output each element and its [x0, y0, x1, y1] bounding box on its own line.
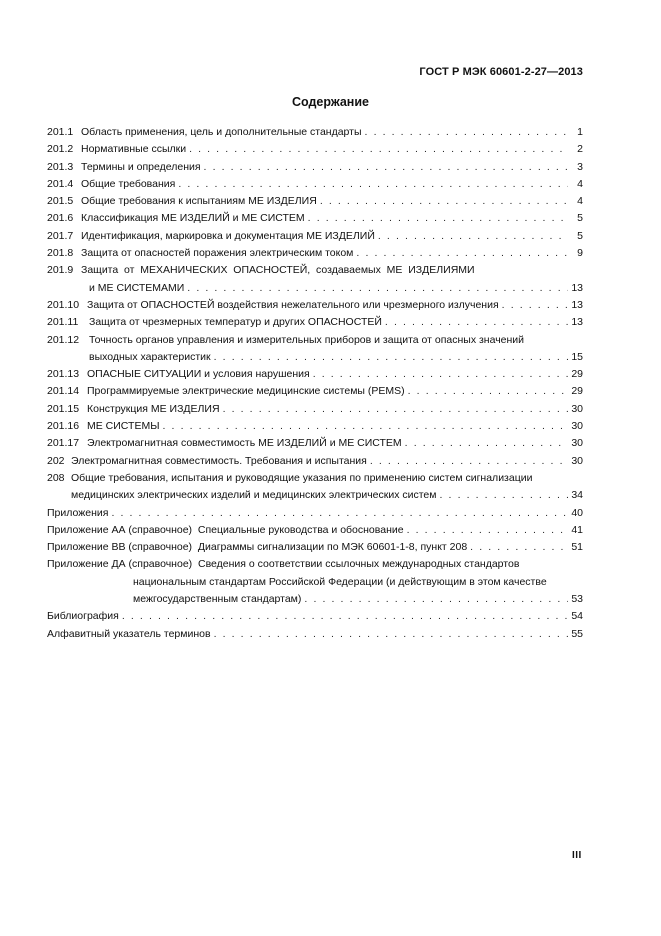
toc-entry	[47, 522, 583, 539]
leader-dots	[502, 297, 568, 314]
toc-entry-title-continued: межгосударственным стандартам)	[133, 593, 302, 606]
toc-entry-page: 53	[571, 593, 583, 606]
toc-entry-title: Идентификация, маркировка и документация МЕ ИЗДЕЛИЙ	[81, 229, 375, 242]
toc-entry-title: Классификация МЕ ИЗДЕЛИЙ и МЕ СИСТЕМ	[81, 212, 305, 225]
toc-entry-number: 201.5	[47, 195, 74, 208]
toc-entry-title: Электромагнитная совместимость МЕ ИЗДЕЛИЙ и МЕ СИСТЕМ	[87, 437, 402, 450]
toc-entry-page: 5	[577, 229, 583, 242]
toc-entry	[47, 418, 583, 435]
leader-dots	[308, 210, 568, 227]
toc-entry-page: 41	[571, 523, 583, 536]
toc-entry-number: 208	[47, 471, 65, 484]
toc-entry	[47, 435, 583, 452]
toc-entry-page: 30	[571, 402, 583, 415]
toc-entry-number: 201.1	[47, 126, 74, 138]
toc-entry-page: 4	[577, 195, 583, 208]
toc-entry-number: 201.9	[47, 264, 74, 277]
toc-entry-title: Приложение АА (справочное) Специальные руководства и обоснование	[47, 523, 404, 536]
toc-entry	[47, 608, 583, 625]
leader-dots	[408, 383, 568, 400]
page-title: Содержание	[291, 95, 369, 109]
leader-dots	[178, 176, 568, 193]
toc-entry-title-continued: и МЕ СИСТЕМАМИ	[89, 281, 185, 294]
toc-entry	[47, 193, 583, 210]
toc-entry-title-continued: медицинских электрических изделий и медицинских электрических систем	[71, 489, 437, 502]
leader-dots	[440, 487, 569, 504]
toc-entry-title: Термины и определения	[81, 160, 201, 173]
toc-entry	[47, 245, 583, 262]
toc-entry-title: Защита от МЕХАНИЧЕСКИХ ОПАСНОСТЕЙ, создаваемых МЕ ИЗДЕЛИЯМИ	[81, 264, 475, 277]
toc-entry	[47, 539, 583, 556]
toc-entry-page: 9	[577, 247, 583, 260]
leader-dots	[214, 349, 568, 366]
toc-entry-title: Область применения, цель и дополнительные стандарты	[81, 126, 362, 138]
toc-entry	[47, 401, 583, 418]
toc-entry-title: Защита от опасностей поражения электрическим током	[81, 247, 354, 260]
toc-entry	[47, 159, 583, 176]
toc-entry	[47, 262, 583, 297]
toc-entry-title: Защита от ОПАСНОСТЕЙ воздействия нежелательного или чрезмерного излучения	[87, 298, 499, 311]
toc-entry-number: 201.16	[47, 420, 80, 433]
leader-dots	[320, 193, 568, 210]
toc-entry-title: Приложения	[47, 506, 109, 519]
toc-entry-title: Общие требования, испытания и руководящие указания по применению систем сигнализации	[71, 471, 533, 484]
toc-entry-number: 201.2	[47, 143, 74, 156]
toc-entry-title: Приложение ДА (справочное) Сведения о соответствии ссылочных международных стандартов	[47, 558, 520, 571]
toc-entry-title: Библиография	[47, 610, 119, 623]
toc-entry-page: 40	[571, 506, 583, 519]
document-header: ГОСТ Р МЭК 60601-2-27—2013	[419, 66, 583, 78]
toc-entry-title: Общие требования к испытаниям МЕ ИЗДЕЛИЯ	[81, 195, 317, 208]
toc-entry	[47, 210, 583, 227]
toc-entry-number: 201.11	[47, 316, 79, 329]
toc-entry-title-continued: выходных характеристик	[89, 350, 211, 363]
toc-entry-page: 29	[571, 368, 583, 381]
leader-dots	[122, 608, 568, 625]
toc-entry-title: Приложение ВВ (справочное) Диаграммы сигнализации по МЭК 60601-1-8, пункт 208	[47, 541, 468, 554]
toc-entry-page: 29	[571, 385, 583, 398]
toc-entry	[47, 383, 583, 400]
leader-dots	[163, 418, 569, 435]
toc-entry-number: 201.13	[47, 368, 80, 381]
toc-entry-number: 201.12	[47, 333, 80, 346]
toc-entry	[47, 176, 583, 193]
toc-entry	[47, 626, 583, 643]
toc-entry-title: Точность органов управления и измерительных приборов и защита от опасных значений	[89, 333, 525, 346]
toc-entry-page: 13	[571, 281, 583, 294]
toc-entry	[47, 141, 583, 158]
toc-entry-title: Электромагнитная совместимость. Требования и испытания	[71, 454, 367, 467]
toc-entry-number: 201.17	[47, 437, 80, 450]
leader-dots	[407, 522, 568, 539]
leader-dots	[187, 280, 568, 297]
toc-entry	[47, 228, 583, 245]
toc-entry-title-continued: национальным стандартам Российской Федерации (и действующим в этом качестве	[133, 575, 547, 588]
toc-entry	[47, 297, 583, 314]
toc-entry-page: 4	[577, 177, 583, 190]
toc-entry-title: Защита от чрезмерных температур и других ОПАСНОСТЕЙ	[89, 316, 382, 329]
toc-entry-number: 201.7	[47, 229, 74, 242]
toc-entry-number: 201.3	[47, 160, 74, 173]
toc-entry-number: 201.14	[47, 385, 80, 398]
leader-dots	[405, 435, 568, 452]
leader-dots	[189, 141, 568, 158]
toc-entry-page: 13	[571, 316, 583, 329]
toc-entry-title: Программируемые электрические медицинские системы (PEMS)	[87, 385, 405, 398]
toc-entry	[47, 366, 583, 383]
leader-dots	[385, 314, 568, 331]
toc-entry-number: 202	[47, 454, 65, 467]
leader-dots	[214, 626, 568, 643]
toc-entry-page: 5	[577, 212, 583, 225]
toc-entry-page: 34	[571, 489, 583, 502]
toc-entry-title: Нормативные ссылки	[81, 143, 187, 156]
leader-dots	[204, 159, 568, 176]
leader-dots	[111, 505, 568, 522]
toc-entry-page: 13	[571, 298, 583, 311]
page-number: III	[572, 850, 582, 861]
leader-dots	[304, 591, 568, 608]
leader-dots	[470, 539, 568, 556]
toc-entry-number: 201.15	[47, 402, 80, 415]
toc-entry-page: 3	[577, 160, 583, 173]
toc-entry	[47, 453, 583, 470]
toc-entry-page: 30	[571, 420, 583, 433]
table-of-contents	[47, 124, 583, 643]
toc-entry-page: 55	[571, 627, 583, 640]
toc-entry-number: 201.8	[47, 247, 74, 260]
toc-entry-number: 201.4	[47, 177, 74, 190]
leader-dots	[365, 124, 568, 141]
toc-entry-page: 30	[571, 454, 583, 467]
toc-entry	[47, 556, 583, 608]
toc-entry-page: 2	[577, 143, 583, 156]
toc-entry	[47, 314, 583, 331]
toc-entry-page: 1	[577, 126, 583, 138]
toc-entry	[47, 505, 583, 522]
leader-dots	[370, 453, 568, 470]
toc-entry	[47, 124, 583, 141]
toc-entry	[47, 332, 583, 367]
toc-entry	[47, 470, 583, 505]
toc-entry-title: Конструкция МЕ ИЗДЕЛИЯ	[87, 402, 220, 415]
toc-entry-page: 30	[571, 437, 583, 450]
toc-entry-title: ОПАСНЫЕ СИТУАЦИИ и условия нарушения	[87, 368, 310, 381]
toc-entry-title: Алфавитный указатель терминов	[47, 627, 211, 640]
toc-entry-number: 201.6	[47, 212, 74, 225]
leader-dots	[313, 366, 568, 383]
leader-dots	[223, 401, 568, 418]
leader-dots	[378, 228, 568, 245]
toc-entry-title: МЕ СИСТЕМЫ	[87, 420, 160, 433]
leader-dots	[356, 245, 568, 262]
toc-entry-page: 51	[571, 541, 583, 554]
toc-entry-number: 201.10	[47, 298, 80, 311]
toc-entry-page: 15	[571, 350, 583, 363]
toc-entry-page: 54	[571, 610, 583, 623]
toc-entry-title: Общие требования	[81, 177, 176, 190]
